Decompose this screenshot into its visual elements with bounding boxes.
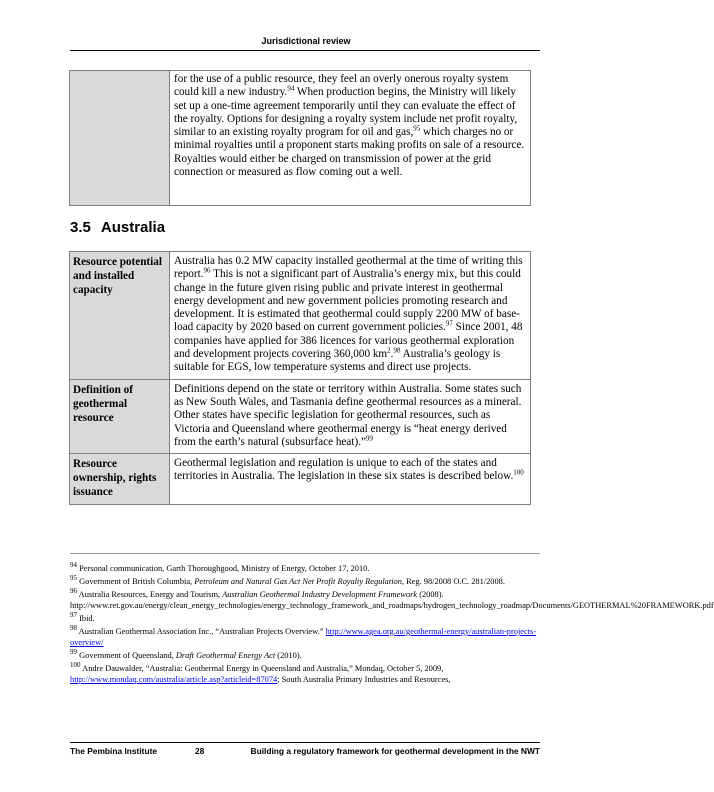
footnote-ref-95[interactable]: 95 bbox=[413, 124, 421, 133]
footnote-ref-94[interactable]: 94 bbox=[287, 84, 295, 93]
row-body-cell bbox=[170, 71, 531, 206]
footnote-link[interactable]: http://www.agea.org.au/geothermal-energy/australian-projects-overview/ bbox=[70, 627, 537, 647]
footnote-97: $^{97}$ Ibid. bbox=[70, 611, 95, 623]
footnote-separator bbox=[70, 553, 540, 554]
footnote-100: $^{100}$ Andre Dauwalder, “Australia: Geothermal Energy in Queensland and Australia,” Mondaq, October 5, 2009, http://www.mondaq.com/australia/article.asp?articleid=87074; South Australia Primary Industries and Resources, bbox=[70, 661, 451, 684]
table-row bbox=[70, 252, 531, 380]
footer-document-title: Building a regulatory framework for geothermal development in the NWT bbox=[250, 746, 540, 756]
royalty-continuation-table bbox=[69, 70, 531, 206]
table-row bbox=[70, 454, 531, 505]
footnote-98: $^{98}$ Australian Geothermal Association Inc., “Australian Projects Overview.” http://www.agea.org.au/geothermal-energy/australian-projects-overview/ bbox=[70, 624, 537, 647]
row-body-cell bbox=[170, 454, 531, 505]
footer-organization: The Pembina Institute bbox=[70, 746, 158, 756]
footnote-number: 94 bbox=[70, 561, 77, 570]
footnote-number: 95 bbox=[70, 574, 77, 583]
footnote-ref-99[interactable]: 99 bbox=[365, 434, 373, 443]
australia-review-table bbox=[69, 251, 531, 505]
section-title: Australia bbox=[100, 219, 166, 236]
footnote-ref-100[interactable]: 100 bbox=[513, 468, 524, 477]
row-body-text: Definitions depend on the state or territory within Australia. Some states such as New South Wales, and Tasmania define geothermal resources as a mineral. Other states have specific legislation for geothermal resources, such as Victoria and Queensland where geothermal energy is “heat energy derived from the earth’s natural (subsurface heat).”$^{99}$ bbox=[174, 382, 522, 448]
running-header: Jurisdictional review bbox=[261, 36, 351, 46]
footnote-99: $^{99}$ Government of Queensland, Draft Geothermal Energy Act (2010). bbox=[70, 648, 302, 660]
superscript-2: 2 bbox=[387, 346, 391, 355]
footnote-number: 100 bbox=[70, 661, 81, 670]
footnote-link[interactable]: http://www.mondaq.com/australia/article.asp?articleid=87074 bbox=[70, 675, 278, 684]
row-body-text: for the use of a public resource, they feel an overly onerous royalty system could kill a new industry.$^{94}$ When production begins, the Ministry will likely set up a one-time agreement temporarily until they can evaluate the effect of the royalty. Options for designing a royalty system include net profit royalty, similar to an existing royalty program for oil and gas,$^{95}$ which charges no or minimal royalties until a proponent starts making profits on sale of a resource. Royalties would either be charged on transmission of power at the grid connection or measured as flow coming out a well. bbox=[174, 73, 525, 179]
table-row bbox=[70, 71, 531, 206]
row-body-text: Geothermal legislation and regulation is unique to each of the states and territories in Australia. The legislation in these six states is described below.$^{100}$ bbox=[174, 457, 524, 483]
header-rule bbox=[70, 50, 540, 51]
row-label-definition: Definition of geothermal resource bbox=[70, 379, 170, 453]
section-number: 3.5 bbox=[70, 219, 91, 236]
footnote-number: 96 bbox=[70, 587, 77, 596]
page-number: 28 bbox=[195, 746, 205, 756]
footnote-ref-97[interactable]: 97 bbox=[445, 319, 453, 328]
row-body-cell bbox=[170, 379, 531, 453]
row-label-ownership: Resource ownership, rights issuance bbox=[70, 454, 170, 505]
footnote-94: $^{94}$ Personal communication, Garth Thoroughgood, Ministry of Energy, October 17, 2010. bbox=[70, 561, 370, 573]
row-label-resource-potential: Resource potential and installed capacity bbox=[70, 252, 170, 380]
footnote-ref-96[interactable]: 96 bbox=[203, 266, 211, 275]
table-row bbox=[70, 379, 531, 453]
footnote-ref-98[interactable]: 98 bbox=[393, 346, 401, 355]
footnotes bbox=[70, 561, 714, 687]
footer-rule bbox=[70, 742, 540, 743]
row-body-text: Australia has 0.2 MW capacity installed geothermal at the time of writing this report.$^{96}$ This is not a significant part of Australia’s energy mix, but this could change in the future given rising public and private interest in geothermal energy development and new government policies promoting research and development. It is estimated that geothermal could supply 2200 MW of base-load capacity by 2020 based on current government policies.$^{97}$ Since 2001, 48 companies have applied for 386 licences for various geothermal exploration and development projects covering 360,000 $km^2.^{98}$ Australia’s geology is suitable for EGS, low temperature systems and direct use projects. bbox=[174, 255, 523, 374]
footnote-96: $^{96}$ Australia Resources, Energy and Tourism, Australian Geothermal Industry Development Framework (2008). http://www.ret.gov.au/energy/clean_energy_technologies/energy_technology_framework_and_roadmaps/hydrogen_technology_roadmap/Documents/GEOTHERMAL%20FRAMEWORK.pdf bbox=[70, 587, 714, 610]
footnote-number: 97 bbox=[70, 611, 77, 620]
footnote-number: 98 bbox=[70, 624, 77, 633]
row-body-cell bbox=[170, 252, 531, 380]
footnote-number: 99 bbox=[70, 648, 77, 657]
section-heading bbox=[70, 219, 165, 236]
row-label-cell bbox=[70, 71, 170, 206]
footnote-95: $^{95}$ Government of British Columbia, Petroleum and Natural Gas Act Net Profit Royalty Regulation, Reg. 98/2008 O.C. 281/2008. bbox=[70, 574, 505, 586]
